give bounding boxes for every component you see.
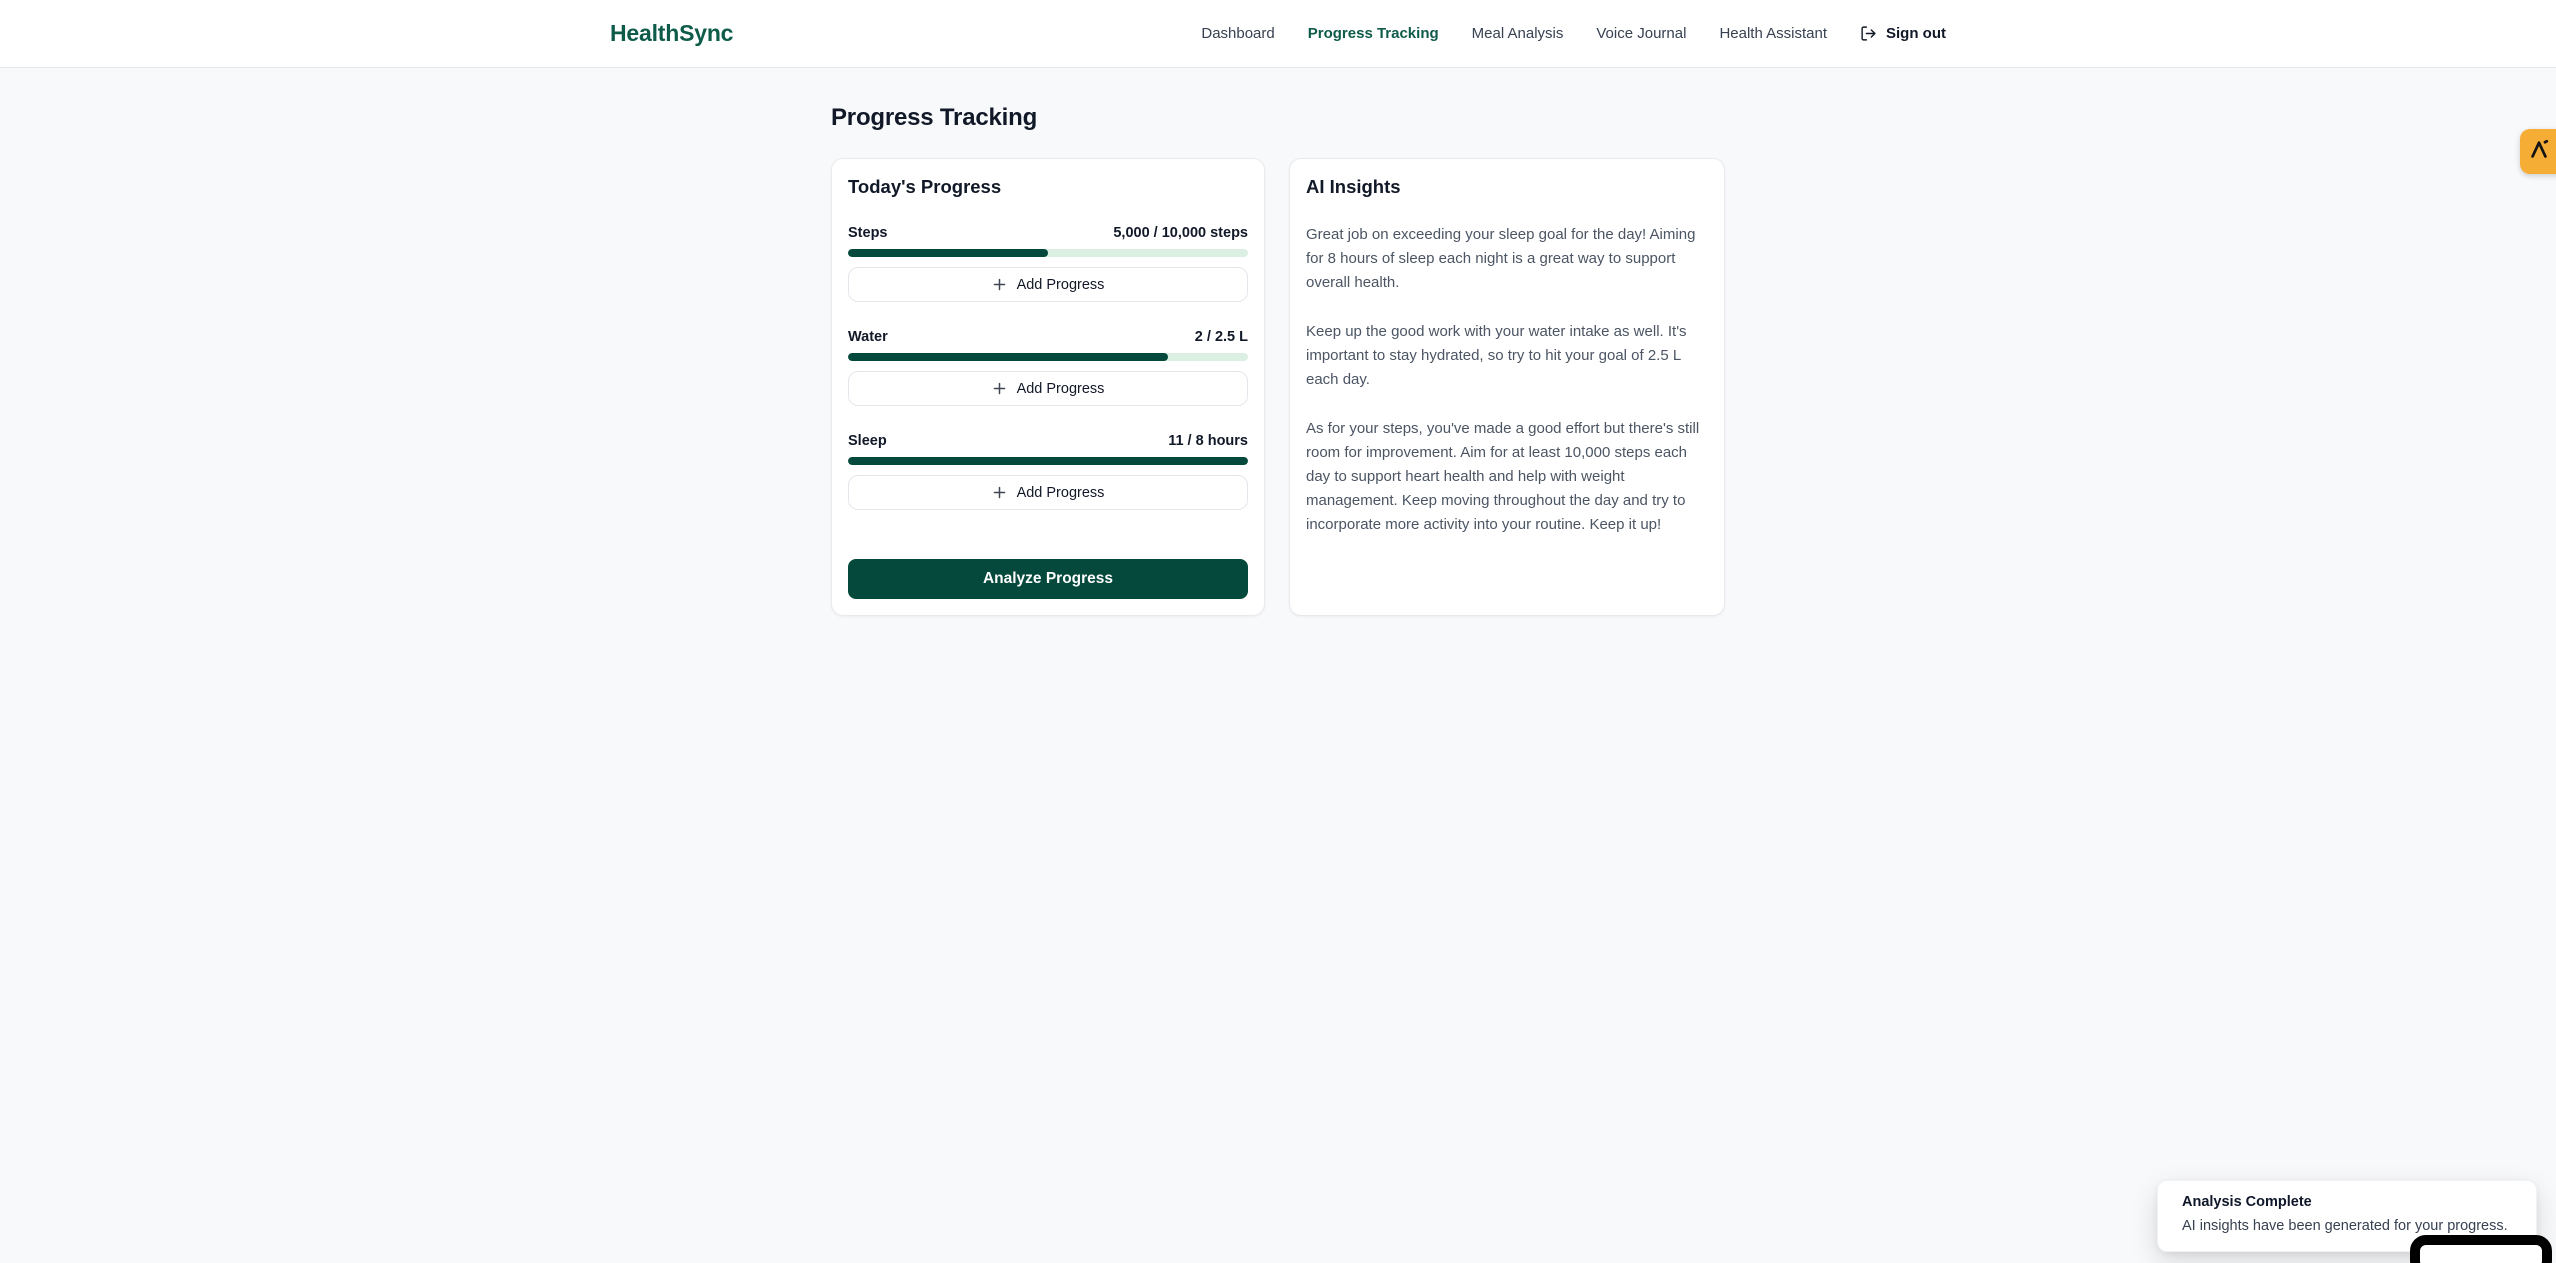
cards-grid [831, 158, 1725, 616]
analyze-progress-button[interactable]: Analyze Progress [848, 559, 1248, 599]
page-title: Progress Tracking [831, 104, 1038, 131]
plus-icon [992, 485, 1007, 500]
main-nav [1201, 25, 1946, 42]
insight-paragraph-steps: As for your steps, you've made a good effort but there's still room for improvement. Aim for at least 10,000 steps each day to support heart health and help with weight management. Keep moving throughout the day and try to incorporate more activity into your routine. Keep it up! [1306, 420, 1700, 533]
header-inner [610, 0, 1946, 67]
ai-insights-card [1289, 158, 1725, 616]
tracker-sleep-label: Sleep [848, 433, 887, 449]
plus-icon [992, 277, 1007, 292]
plus-icon [992, 381, 1007, 396]
tracker-sleep-progressbar [848, 457, 1248, 465]
toast-body: AI insights have been generated for your progress. [2182, 1218, 2508, 1234]
nav-item-meal-analysis[interactable]: Meal Analysis [1471, 25, 1564, 42]
nav-item-progress-tracking[interactable]: Progress Tracking [1307, 25, 1439, 42]
tracker-water-label: Water [848, 329, 888, 345]
tracker-sleep-value: 11 / 8 hours [1168, 433, 1248, 449]
insight-paragraph-water: Keep up the good work with your water intake as well. It's important to stay hydrated, so try to hit your goal of 2.5 L each day. [1306, 323, 1687, 388]
todays-progress-card [831, 158, 1265, 616]
todays-progress-title: Today's Progress [848, 176, 1002, 197]
add-progress-steps-button[interactable] [848, 267, 1248, 302]
main-content [831, 68, 1725, 616]
tracker-steps-progress-fill [848, 249, 1048, 257]
tracker-water [848, 327, 1248, 406]
add-progress-sleep-label: Add Progress [1016, 484, 1105, 501]
tracker-sleep-progress-fill [848, 457, 1248, 465]
side-panel-widget-button[interactable] [2520, 129, 2556, 174]
nav-item-health-assistant[interactable]: Health Assistant [1719, 25, 1827, 42]
insight-paragraph-sleep: Great job on exceeding your sleep goal for the day! Aiming for 8 hours of sleep each night is a great way to support overall health. [1306, 226, 1696, 291]
tracker-water-progress-fill [848, 353, 1168, 361]
tracker-water-progressbar [848, 353, 1248, 361]
sign-out-label: Sign out [1886, 25, 1946, 42]
nav-item-voice-journal[interactable]: Voice Journal [1596, 25, 1687, 42]
add-progress-sleep-button[interactable] [848, 475, 1248, 510]
app-logo[interactable]: HealthSync [610, 20, 734, 46]
add-progress-water-button[interactable] [848, 371, 1248, 406]
logout-icon [1860, 25, 1877, 42]
tracker-steps [848, 223, 1248, 302]
a-frame-logo-icon [2528, 139, 2550, 164]
toast-title: Analysis Complete [2182, 1194, 2312, 1210]
tracker-water-value: 2 / 2.5 L [1194, 329, 1248, 345]
tracker-steps-label: Steps [848, 225, 888, 241]
nav-item-dashboard[interactable]: Dashboard [1201, 25, 1275, 42]
tracker-steps-value: 5,000 / 10,000 steps [1113, 225, 1248, 241]
clipped-bottom-widget[interactable] [2410, 1235, 2552, 1263]
ai-insights-title: AI Insights [1306, 176, 1401, 197]
tracker-steps-progressbar [848, 249, 1248, 257]
add-progress-steps-label: Add Progress [1016, 276, 1105, 293]
add-progress-water-label: Add Progress [1016, 380, 1105, 397]
sign-out-button[interactable] [1860, 25, 1946, 42]
app-header [0, 0, 2556, 68]
tracker-sleep [848, 431, 1248, 510]
